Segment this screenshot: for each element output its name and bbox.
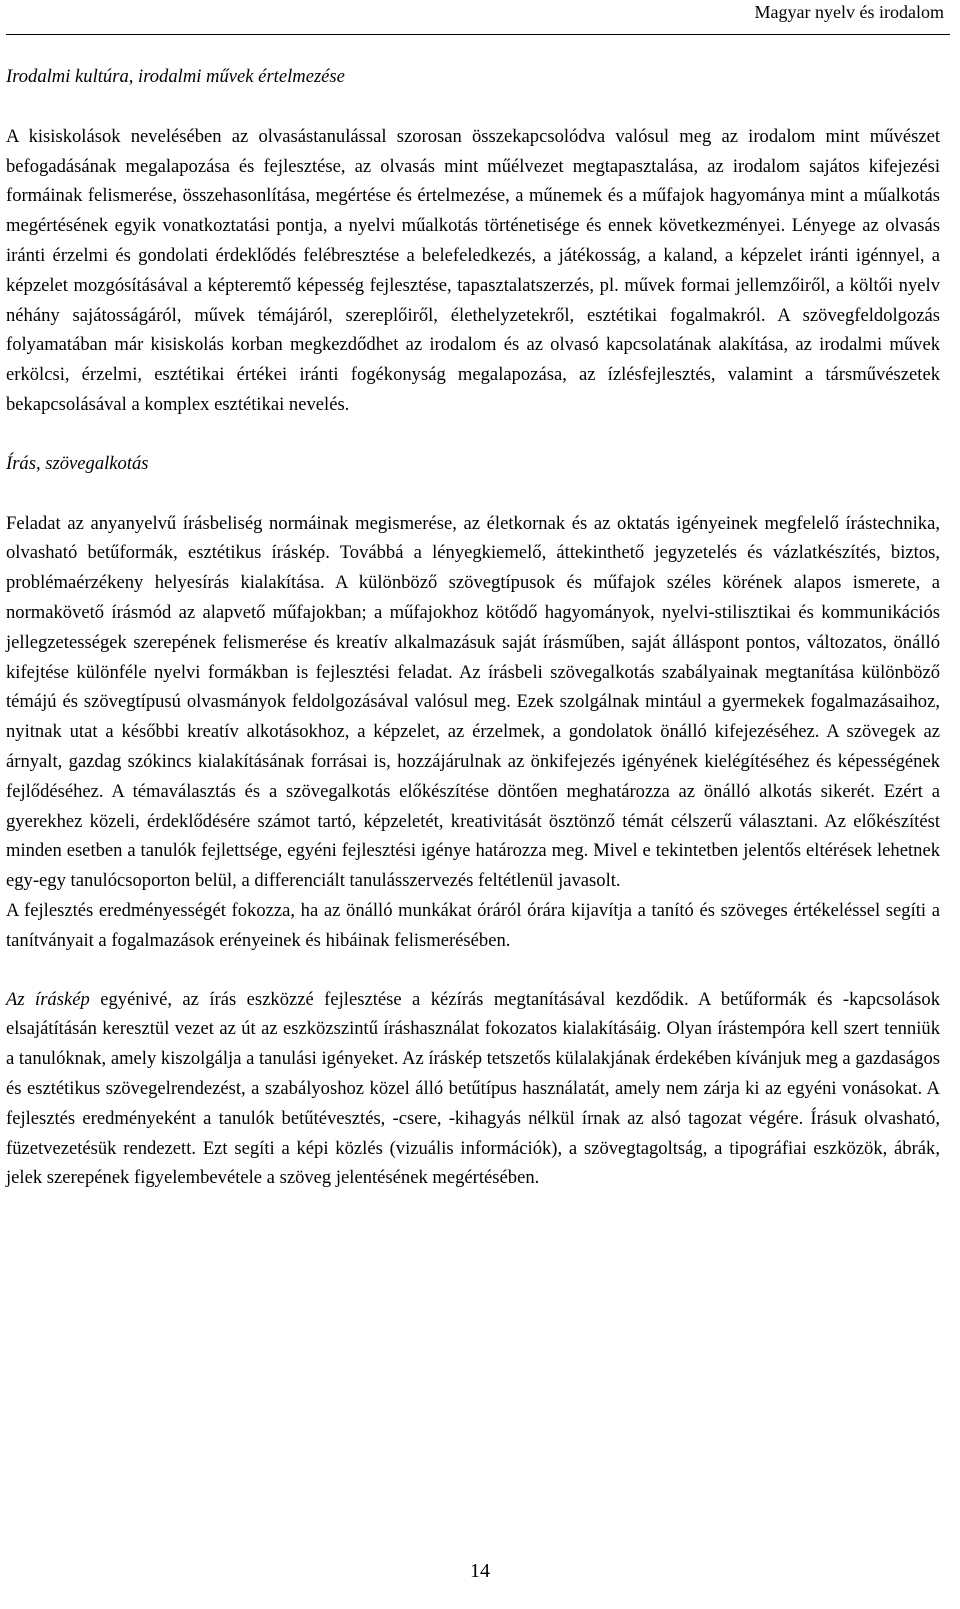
paragraph-script — [6, 985, 940, 1194]
section-title-writing: Írás, szövegalkotás — [6, 452, 149, 474]
script-text: egyénivé, az írás eszközzé fejlesztése a kézírás megtanításával kezdődik. A betűformák és -kapcsolások elsajátításán keresztül vezet az út az eszközszintű íráshasználat fokozatos kialakításáig. Olyan írástempóra kell szert tenniük a tanulóknak, amely kiszolgálja a tanulási igényeket. Az íráskép tetszetős külalakjának érdekében kívánjuk meg a gazdaságos és esztétikus szövegelrendezést, a szabályoshoz közel álló betűtípus használatát, amely nem zárja ki az egyéni vonásokat. A fejlesztés eredményeként a tanulók betűtévesztés, -csere, -kihagyás nélkül írnak az alsó tagozat végére. Írásuk olvasható, füzetvezetésük rendezett. Ezt segíti a képi közlés (vizuális információk), a szövegtagoltság, a tipográfiai eszközök, ábrák, jelek szerepének figyelembevétele a szöveg jelentésének megértésében. — [6, 988, 940, 1189]
script-term: Az íráskép — [6, 988, 90, 1010]
paragraph-writing-2: A fejlesztés eredményességét fokozza, ha az önálló munkákat óráról órára kijavítja a tanító és szöveges értékeléssel segíti a tanítványait a fogalmazások erényeinek és hibáinak felismerésében. — [6, 899, 940, 951]
section-title-literature: Irodalmi kultúra, irodalmi művek értelmezése — [6, 66, 345, 87]
page-number: 14 — [470, 1560, 490, 1582]
header-title: Magyar nyelv és irodalom — [754, 2, 944, 22]
page-footer — [0, 1560, 960, 1583]
document-body — [6, 62, 940, 1193]
page-header — [6, 0, 950, 35]
paragraph-literature: A kisiskolások nevelésében az olvasástanulással szorosan összekapcsolódva valósul meg az irodalom mint művészet befogadásának megalapozása és fejlesztése, az olvasás mint műélvezet megtapasztalása, az irodalom sajátos kifejezési formáinak felismerése, összehasonlítása, megértése és értelmezése, a műnemek és a műfajok hagyománya mint a műalkotás megértésének egyik vonatkoztatási pontja, a nyelvi műalkotás történetisége és ennek következményei. Lényege az olvasás iránti érzelmi és gondolati érdeklődés felébresztése a belefeledkezés, a játékosság, a kaland, a képzelet iránti igénnyel, a képzelet mozgósításával a képteremtő képesség fejlesztése, tapasztalatszerzés, pl. művek formai jellemzőiről, a költői nyelv néhány sajátosságáról, művek témájáról, szereplőiről, élethelyzetekről, esztétikai fogalmakról. A szövegfeldolgozás folyamatában már kisiskolás korban megkezdődhet az irodalom és az olvasó kapcsolatának alakítása, az irodalmi művek erkölcsi, érzelmi, esztétikai értékei iránti fogékonyság megalapozása, az ízlésfejlesztés, valamint a társművészetek bekapcsolásával a komplex esztétikai nevelés. — [6, 125, 940, 415]
paragraph-writing-1: Feladat az anyanyelvű írásbeliség normáinak megismerése, az életkornak és az oktatás igényeinek megfelelő írástechnika, olvasható betűformák, esztétikus íráskép. Továbbá a lényegkiemelő, áttekinthető jegyzetelés és vázlatkészítés, biztos, problémaérzékeny helyesírás kialakítása. A különböző szövegtípusok és műfajok széles körének alapos ismerete, a normakövető írásmód az alapvető műfajokban; a műfajokhoz kötődő hagyományok, nyelvi-stilisztikai és kommunikációs jellegzetességek szerepének felismerése és kreatív alkalmazásuk saját írásműben, saját álláspont pontos, változatos, önálló kifejtése különféle nyelvi formákban is fejlesztési feladat. Az írásbeli szövegalkotás szabályainak megtanítása különböző témájú és szövegtípusú olvasmányok feldolgozásával valósul meg. Ezek szolgálnak mintául a gyermekek fogalmazásaihoz, nyitnak utat a későbbi kreatív alkotásokhoz, a képzelet, az érzelmek, a gondolatok önálló kifejezéséhez. A szövegek az árnyalt, gazdag szókincs kialakításának forrásai is, hozzájárulnak az önkifejezés igényének kielégítéséhez és képességének fejlődéséhez. A témaválasztás és a szövegalkotás előkészítése döntően meghatározza az önálló alkotás sikerét. Ezért a gyerekhez közeli, érdeklődésére számot tartó, képzeletét, kreativitását ösztönző témát célszerű választani. Az előkészítést minden esetben a tanulók fejlettsége, egyéni fejlesztési igénye határozza meg. Mivel e tekintetben jelentős eltérések lehetnek egy-egy tanulócsoporton belül, a differenciált tanulásszervezés feltétlenül javasolt. — [6, 512, 940, 892]
